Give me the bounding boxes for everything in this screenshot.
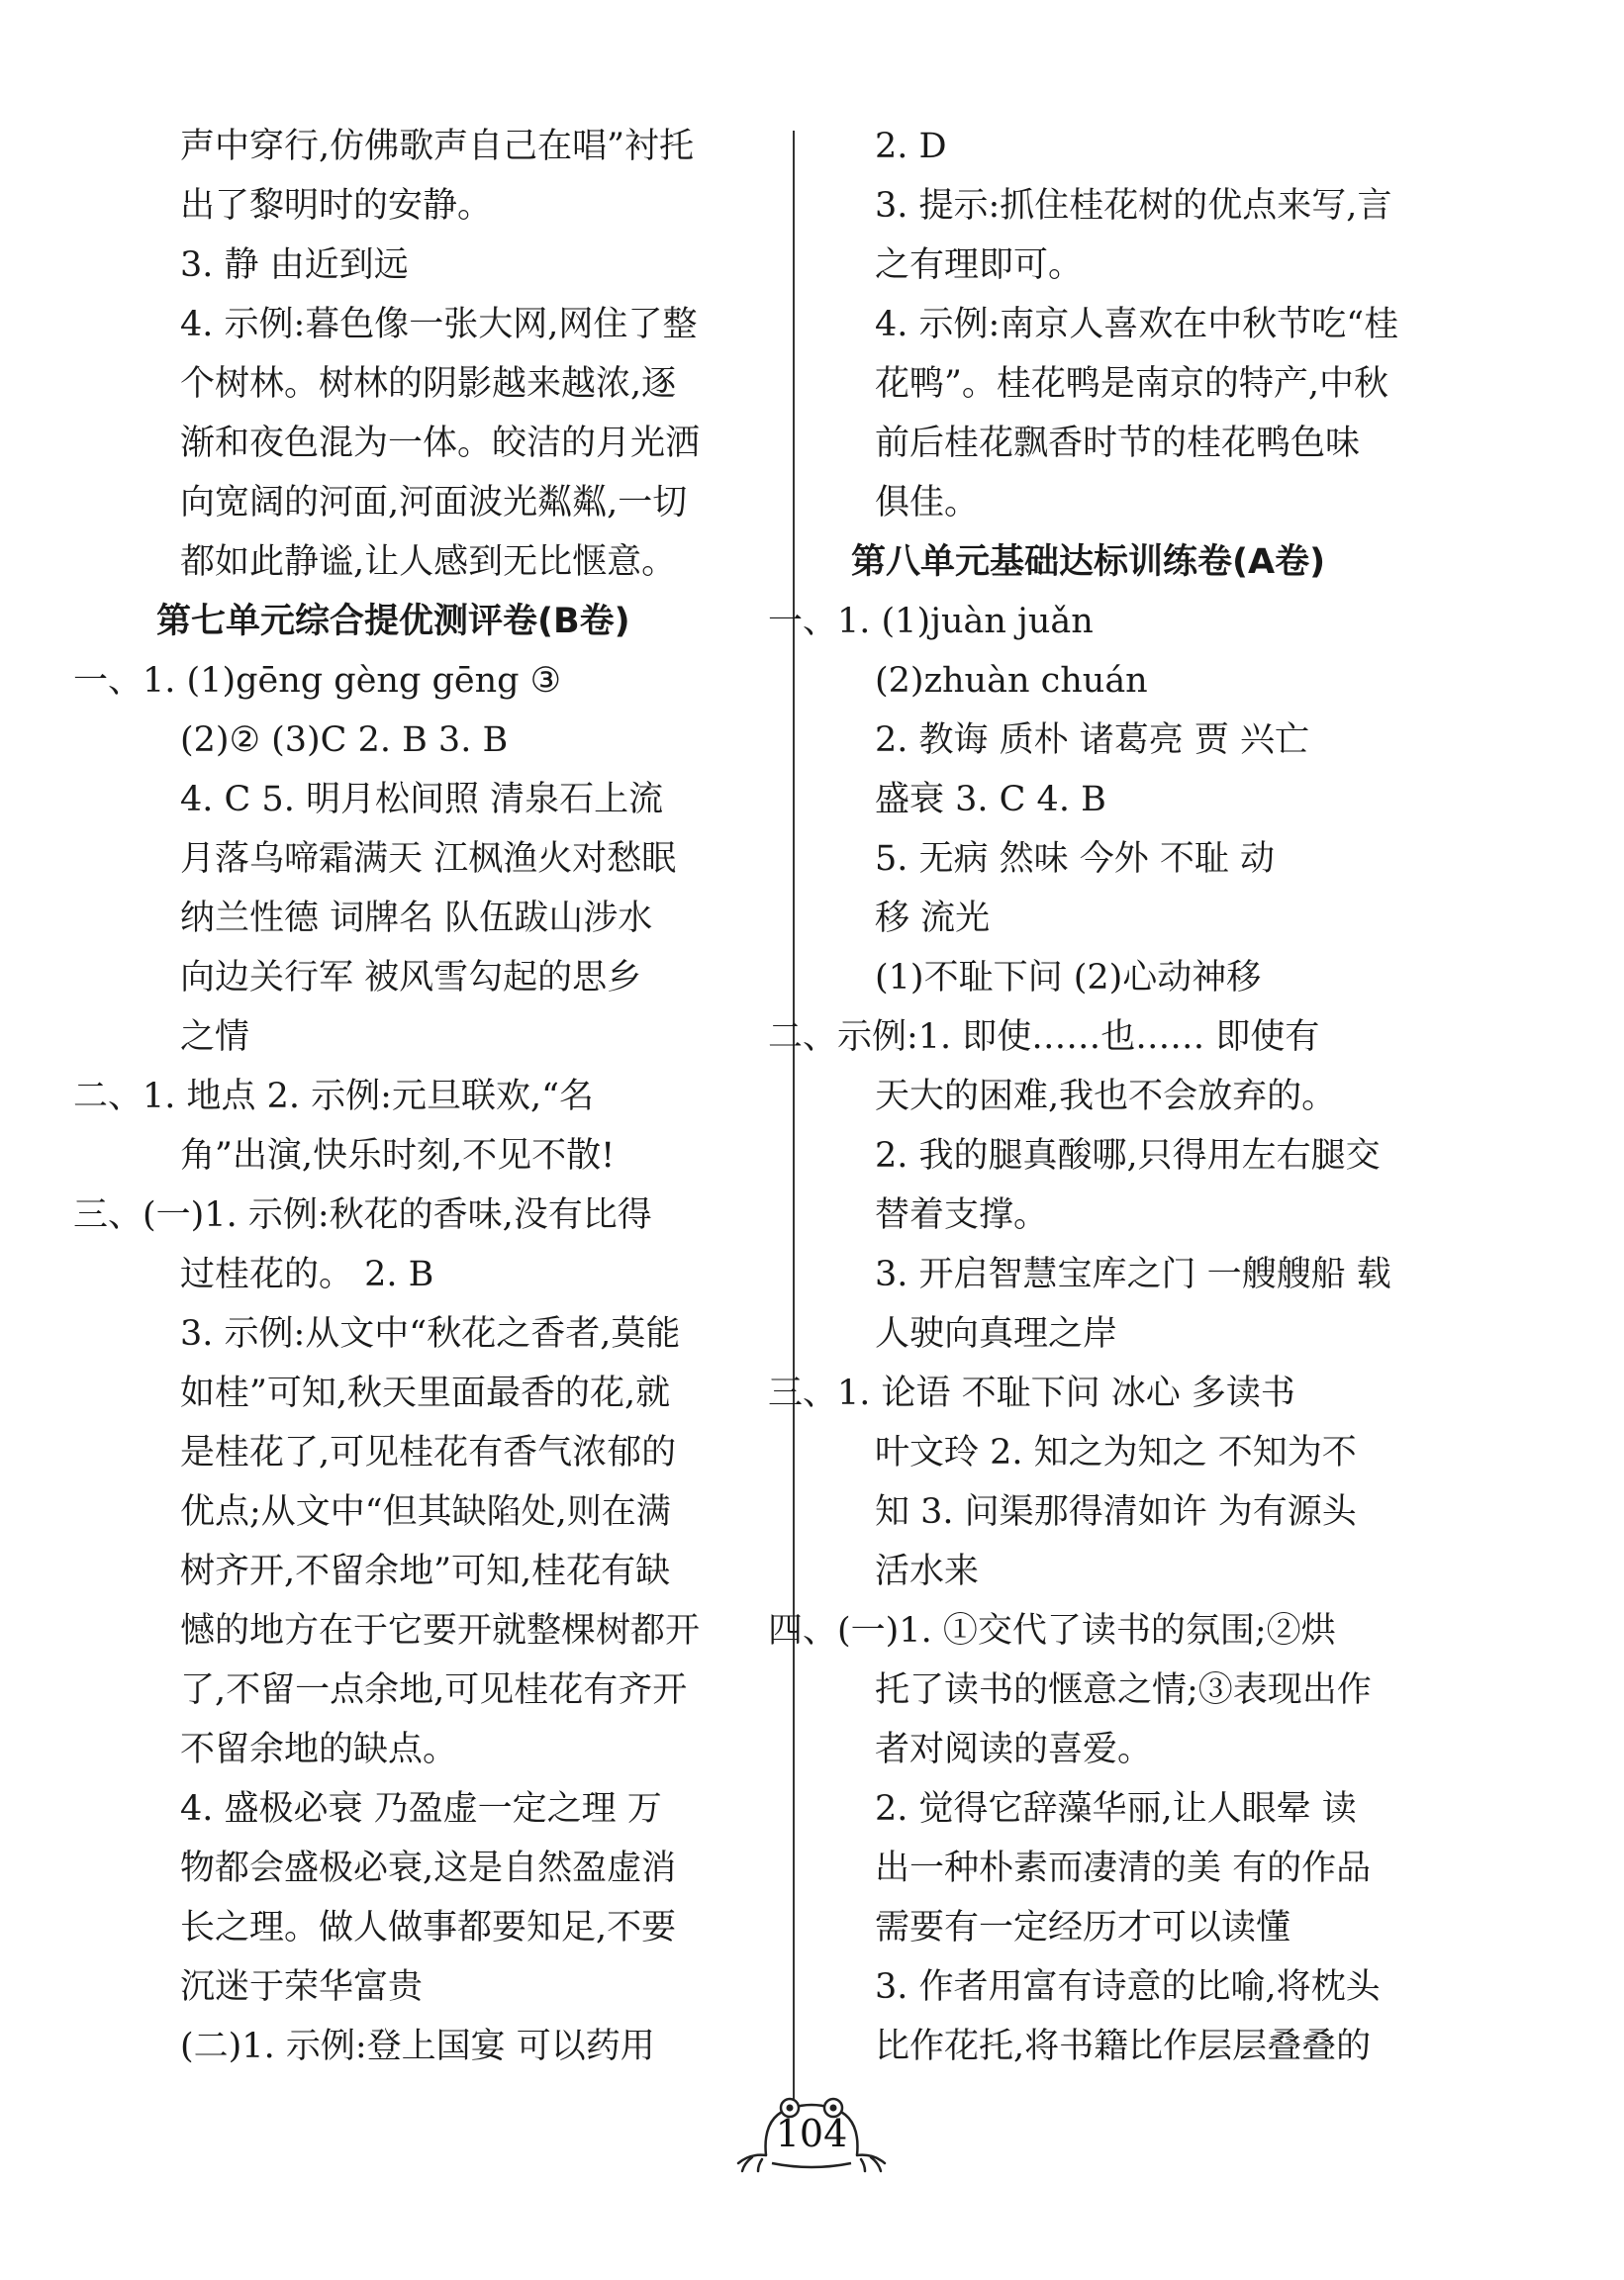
text-line xyxy=(117,1007,770,1067)
text-line xyxy=(768,1601,1465,1661)
text-line-content: 个树林。树林的阴影越来越浓,逐 xyxy=(180,364,677,404)
text-line-content: 5. 无病 然味 今外 不耻 动 xyxy=(875,839,1276,879)
text-line-content: 二、1. 地点 2. 示例:元旦联欢,“名 xyxy=(73,1077,594,1116)
text-line-content: 憾的地方在于它要开就整棵树都开 xyxy=(180,1611,701,1651)
right-column xyxy=(768,117,1465,2076)
text-line xyxy=(117,711,770,770)
text-line-content: 如桂”可知,秋天里面最香的花,就 xyxy=(180,1374,671,1413)
text-line-content: 3. 提示:抓住桂花树的优点来写,言 xyxy=(875,186,1392,226)
text-line-content: 优点;从文中“但其缺陷处,则在满 xyxy=(180,1492,671,1532)
text-line-content: 比作花托,将书籍比作层层叠叠的 xyxy=(875,2027,1372,2066)
text-line xyxy=(73,651,770,711)
text-line-content: 过桂花的。 2. B xyxy=(180,1255,434,1294)
text-line-content: 替着支撑。 xyxy=(875,1195,1049,1235)
text-line xyxy=(812,295,1465,354)
text-line xyxy=(812,1482,1465,1542)
text-line-content: 出了黎明时的安静。 xyxy=(180,186,493,226)
text-line xyxy=(117,176,770,236)
section-heading xyxy=(812,532,1465,592)
text-line xyxy=(117,295,770,354)
text-line xyxy=(117,1720,770,1779)
text-line xyxy=(117,1542,770,1601)
text-line-content: 4. 示例:南京人喜欢在中秋节吃“桂 xyxy=(875,305,1399,344)
text-line-content: 3. 开启智慧宝库之门 一艘艘船 载 xyxy=(875,1255,1391,1294)
text-line-content: 知 3. 问渠那得清如许 为有源头 xyxy=(875,1492,1357,1532)
text-line-content: (2)zhuàn chuán xyxy=(875,661,1148,701)
left-column xyxy=(73,117,770,2076)
text-line-content: 3. 作者用富有诗意的比喻,将枕头 xyxy=(875,1967,1381,2007)
text-line-content: 需要有一定经历才可以读懂 xyxy=(875,1908,1291,1948)
text-line xyxy=(117,1423,770,1482)
text-line xyxy=(812,354,1465,414)
text-line xyxy=(812,1661,1465,1720)
text-line-content: 向宽阔的河面,河面波光粼粼,一切 xyxy=(180,483,688,522)
text-line xyxy=(117,532,770,592)
text-line-content: (二)1. 示例:登上国宴 可以药用 xyxy=(180,2027,655,2066)
text-line xyxy=(812,1957,1465,2017)
text-line xyxy=(812,651,1465,711)
text-line xyxy=(812,1542,1465,1601)
text-line xyxy=(117,1839,770,1898)
text-line-content: 人驶向真理之岸 xyxy=(875,1314,1118,1354)
text-line-content: 出一种朴素而凄清的美 有的作品 xyxy=(875,1849,1372,1888)
text-line-content: 者对阅读的喜爱。 xyxy=(875,1730,1153,1769)
text-line-content: 三、(一)1. 示例:秋花的香味,没有比得 xyxy=(73,1195,652,1235)
text-line-content: 长之理。做人做事都要知足,不要 xyxy=(180,1908,677,1948)
text-line xyxy=(812,176,1465,236)
text-line-content: 3. 静 由近到远 xyxy=(180,245,409,285)
text-line-content: 三、1. 论语 不耻下问 冰心 多读书 xyxy=(768,1374,1295,1413)
text-line xyxy=(117,473,770,532)
text-line-content: 2. 教诲 质朴 诸葛亮 贾 兴亡 xyxy=(875,720,1310,760)
text-line xyxy=(117,236,770,295)
section-heading xyxy=(117,592,770,651)
text-line-content: 盛衰 3. C 4. B xyxy=(875,780,1106,819)
text-line xyxy=(768,1007,1465,1067)
text-line xyxy=(812,1720,1465,1779)
text-line xyxy=(117,1898,770,1957)
text-line-content: 树齐开,不留余地”可知,桂花有缺 xyxy=(180,1552,671,1591)
text-line xyxy=(117,2017,770,2076)
text-line-content: 2. D xyxy=(875,127,947,166)
text-line xyxy=(812,1423,1465,1482)
text-line-content: 不留余地的缺点。 xyxy=(180,1730,458,1769)
text-line-content: 4. 示例:暮色像一张大网,网住了整 xyxy=(180,305,698,344)
text-line xyxy=(117,1304,770,1364)
text-line xyxy=(117,1661,770,1720)
text-line-content: 前后桂花飘香时节的桂花鸭色味 xyxy=(875,424,1361,463)
text-line-content: 一、1. (1)juàn juǎn xyxy=(768,602,1094,641)
text-line xyxy=(812,889,1465,948)
text-line-content: (2)② (3)C 2. B 3. B xyxy=(180,720,509,760)
text-line-content: 4. C 5. 明月松间照 清泉石上流 xyxy=(180,780,664,819)
text-line xyxy=(117,948,770,1007)
text-line xyxy=(117,829,770,889)
text-line-content: 四、(一)1. ①交代了读书的氛围;②烘 xyxy=(768,1611,1336,1651)
text-line-content: 二、示例:1. 即使……也…… 即使有 xyxy=(768,1017,1320,1057)
page-number: 104 xyxy=(775,2112,848,2155)
text-line xyxy=(812,473,1465,532)
text-line xyxy=(812,1304,1465,1364)
text-line xyxy=(117,770,770,829)
text-line-content: 花鸭”。桂花鸭是南京的特产,中秋 xyxy=(875,364,1389,404)
text-line xyxy=(812,1186,1465,1245)
text-line-content: (1)不耻下问 (2)心动神移 xyxy=(875,958,1262,998)
text-line-content: 向边关行军 被风雪勾起的思乡 xyxy=(180,958,642,998)
text-line xyxy=(812,1067,1465,1126)
text-line-content: 之情 xyxy=(180,1017,250,1057)
section-heading-text: 第七单元综合提优测评卷(B卷) xyxy=(156,602,630,641)
text-line xyxy=(812,1245,1465,1304)
text-line-content: 纳兰性德 词牌名 队伍跋山涉水 xyxy=(180,899,653,938)
text-line xyxy=(117,1245,770,1304)
text-line-content: 之有理即可。 xyxy=(875,245,1084,285)
text-line xyxy=(812,414,1465,473)
text-line xyxy=(812,711,1465,770)
text-line xyxy=(117,1364,770,1423)
text-line-content: 天大的困难,我也不会放弃的。 xyxy=(875,1077,1337,1116)
text-line xyxy=(812,1839,1465,1898)
text-line-content: 3. 示例:从文中“秋花之香者,莫能 xyxy=(180,1314,681,1354)
text-line-content: 俱佳。 xyxy=(875,483,980,522)
text-line xyxy=(812,829,1465,889)
text-line-content: 渐和夜色混为一体。皎洁的月光洒 xyxy=(180,424,701,463)
page-number-badge xyxy=(732,2094,891,2173)
text-line-content: 活水来 xyxy=(875,1552,980,1591)
text-line xyxy=(768,592,1465,651)
text-line xyxy=(73,1067,770,1126)
column-divider xyxy=(793,131,795,2100)
text-line-content: 角”出演,快乐时刻,不见不散! xyxy=(180,1136,616,1176)
text-line xyxy=(73,1186,770,1245)
text-line xyxy=(117,889,770,948)
text-line xyxy=(117,354,770,414)
text-line-content: 是桂花了,可见桂花有香气浓郁的 xyxy=(180,1433,677,1472)
text-line xyxy=(117,1482,770,1542)
text-line-content: 2. 我的腿真酸哪,只得用左右腿交 xyxy=(875,1136,1381,1176)
text-line xyxy=(812,1779,1465,1839)
text-line xyxy=(812,1126,1465,1186)
text-line xyxy=(812,236,1465,295)
text-line xyxy=(812,770,1465,829)
text-line xyxy=(117,1779,770,1839)
text-line xyxy=(117,117,770,176)
text-line xyxy=(812,948,1465,1007)
text-line xyxy=(812,2017,1465,2076)
text-line-content: 月落乌啼霜满天 江枫渔火对愁眠 xyxy=(180,839,677,879)
text-line xyxy=(117,1957,770,2017)
text-line-content: 叶文玲 2. 知之为知之 不知为不 xyxy=(875,1433,1357,1472)
text-line xyxy=(117,414,770,473)
section-heading-text: 第八单元基础达标训练卷(A卷) xyxy=(851,542,1326,582)
text-line-content: 了,不留一点余地,可见桂花有齐开 xyxy=(180,1670,688,1710)
text-line xyxy=(812,1898,1465,1957)
text-line-content: 一、1. (1)gēng gèng gēng ③ xyxy=(73,661,562,701)
text-line xyxy=(117,1126,770,1186)
text-line-content: 物都会盛极必衰,这是自然盈虚消 xyxy=(180,1849,677,1888)
text-line-content: 托了读书的惬意之情;③表现出作 xyxy=(875,1670,1372,1710)
text-line xyxy=(768,1364,1465,1423)
text-line-content: 声中穿行,仿佛歌声自己在唱”衬托 xyxy=(180,127,695,166)
text-line-content: 沉迷于荣华富贵 xyxy=(180,1967,424,2007)
text-line-content: 2. 觉得它辞藻华丽,让人眼晕 读 xyxy=(875,1789,1357,1829)
text-line-content: 移 流光 xyxy=(875,899,991,938)
text-line-content: 都如此静谧,让人感到无比惬意。 xyxy=(180,542,677,582)
text-line-content: 4. 盛极必衰 乃盈虚一定之理 万 xyxy=(180,1789,662,1829)
text-line xyxy=(117,1601,770,1661)
text-line xyxy=(812,117,1465,176)
